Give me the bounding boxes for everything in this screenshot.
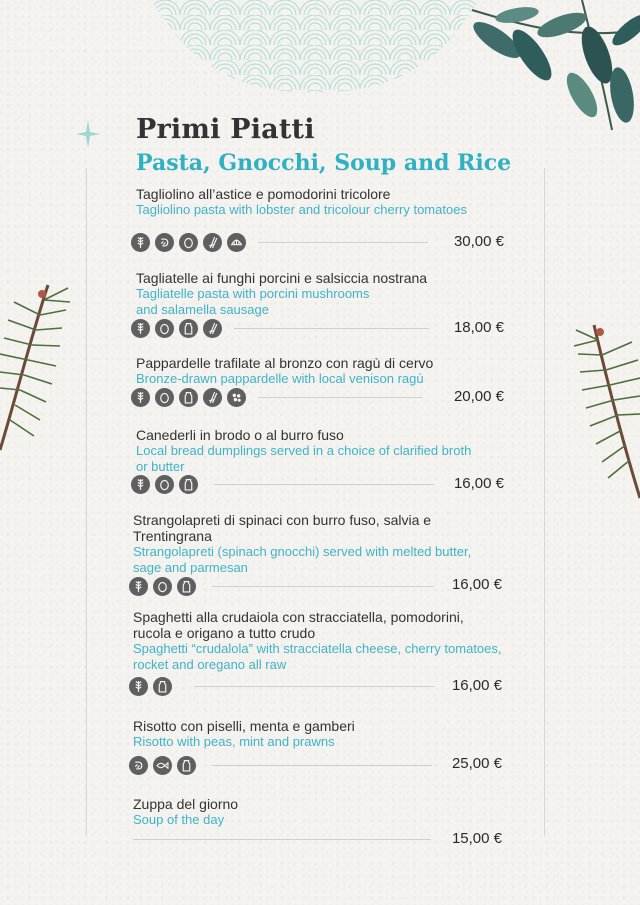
allergen-icons xyxy=(129,677,172,696)
page-subtitle: Pasta, Gnocchi, Soup and Rice xyxy=(136,150,512,176)
dish-price: 30,00 € xyxy=(453,233,504,250)
allergen-icons xyxy=(131,388,246,407)
allergen-row xyxy=(133,829,433,849)
dish-name-english: Tagliolino pasta with lobster and tricolour cherry tomatoes xyxy=(136,202,467,217)
right-border-line xyxy=(544,168,545,836)
dish-name-english: rocket and oregano all raw xyxy=(133,656,287,672)
gluten-icon xyxy=(131,475,150,494)
gluten-icon xyxy=(129,577,148,596)
egg-icon xyxy=(155,319,174,338)
menu-item xyxy=(136,355,516,387)
scallop-pattern xyxy=(150,0,480,95)
dish-name-italian: Strangolapreti di spinaci con burro fuso, salvia e xyxy=(133,512,432,528)
sparkle-icon xyxy=(76,120,100,148)
dish-price: 16,00 € xyxy=(451,576,502,593)
allergen-icons xyxy=(131,233,246,252)
leaves-decoration xyxy=(462,0,640,140)
price-leader-line xyxy=(133,839,431,840)
dish-price: 16,00 € xyxy=(453,475,504,492)
menu-item xyxy=(136,270,516,317)
milk-icon xyxy=(153,677,172,696)
dish-name-italian: Canederli in brodo o al burro fuso xyxy=(136,427,344,443)
allergen-icons xyxy=(131,475,198,494)
egg-icon xyxy=(179,233,198,252)
price-leader-line xyxy=(258,242,428,243)
crustacean-icon xyxy=(155,233,174,252)
price-leader-line xyxy=(214,484,434,485)
dish-price: 20,00 € xyxy=(453,388,504,405)
dish-name-english: Risotto with peas, mint and prawns xyxy=(133,734,335,749)
allergen-row xyxy=(129,676,434,696)
dish-name-english: or butter xyxy=(136,458,185,474)
price-leader-line xyxy=(234,328,429,329)
pine-branch-right xyxy=(572,320,640,500)
price-leader-line xyxy=(212,586,434,587)
dish-name-english: Spaghetti “crudalola” with stracciatella cheese, cherry tomatoes, xyxy=(133,641,502,656)
dish-name-italian: Tagliolino all’astice e pomodorini tricolore xyxy=(136,186,391,202)
menu-item xyxy=(133,796,513,828)
page-title: Primi Piatti xyxy=(136,114,315,145)
milk-icon xyxy=(177,756,196,775)
dish-name-italian: rucola e origano a tutto crudo xyxy=(133,625,316,641)
gluten-icon xyxy=(131,388,150,407)
dish-name-italian: Zuppa del giorno xyxy=(133,796,239,812)
menu-item xyxy=(136,427,496,474)
price-leader-line xyxy=(212,765,432,766)
dish-name-english: Tagliatelle pasta with porcini mushrooms xyxy=(136,286,370,301)
shellfish-icon xyxy=(227,233,246,252)
celery-icon xyxy=(203,388,222,407)
gluten-icon xyxy=(129,677,148,696)
gluten-icon xyxy=(131,319,150,338)
milk-icon xyxy=(179,475,198,494)
gluten-icon xyxy=(131,233,150,252)
dish-name-italian: Spaghetti alla crudaiola con stracciatella, pomodorini, xyxy=(133,609,464,625)
allergen-row xyxy=(129,755,434,775)
price-leader-line xyxy=(194,686,434,687)
celery-icon xyxy=(203,233,222,252)
dish-name-italian: Tagliatelle ai funghi porcini e salsiccia nostrana xyxy=(136,270,428,286)
allergen-row xyxy=(131,318,436,338)
menu-item xyxy=(133,718,513,750)
dish-price: 16,00 € xyxy=(451,677,502,694)
menu-item xyxy=(136,186,516,218)
sulphite-icon xyxy=(227,388,246,407)
dish-name-english: and salamella sausage xyxy=(136,301,269,317)
pine-branch-left xyxy=(0,280,72,455)
fish-icon xyxy=(153,756,172,775)
egg-icon xyxy=(155,388,174,407)
price-leader-line xyxy=(258,397,423,398)
allergen-icons xyxy=(129,756,196,775)
dish-name-english: Soup of the day xyxy=(133,812,225,827)
allergen-icons xyxy=(129,577,196,596)
egg-icon xyxy=(153,577,172,596)
dish-price: 15,00 € xyxy=(451,830,502,847)
menu-item xyxy=(133,609,508,672)
left-border-line xyxy=(86,168,87,836)
allergen-icons xyxy=(131,319,222,338)
allergen-row xyxy=(129,576,434,596)
egg-icon xyxy=(155,475,174,494)
milk-icon xyxy=(179,319,198,338)
dish-name-english: Bronze-drawn pappardelle with local venison ragù xyxy=(136,371,424,386)
dish-name-italian: Trentingrana xyxy=(133,528,212,544)
dish-name-english: sage and parmesan xyxy=(133,559,248,575)
allergen-row xyxy=(131,474,436,494)
milk-icon xyxy=(179,388,198,407)
menu-item xyxy=(133,512,503,575)
allergen-row xyxy=(131,232,436,252)
celery-icon xyxy=(203,319,222,338)
allergen-row xyxy=(131,387,436,407)
milk-icon xyxy=(177,577,196,596)
dish-name-italian: Risotto con piselli, menta e gamberi xyxy=(133,718,355,734)
dish-price: 25,00 € xyxy=(451,755,502,772)
crustacean-icon xyxy=(129,756,148,775)
dish-name-italian: Pappardelle trafilate al bronzo con ragù di cervo xyxy=(136,355,434,371)
dish-price: 18,00 € xyxy=(453,319,504,336)
dish-name-english: Strangolapreti (spinach gnocchi) served with melted butter, xyxy=(133,544,472,559)
dish-name-english: Local bread dumplings served in a choice of clarified broth xyxy=(136,443,472,458)
